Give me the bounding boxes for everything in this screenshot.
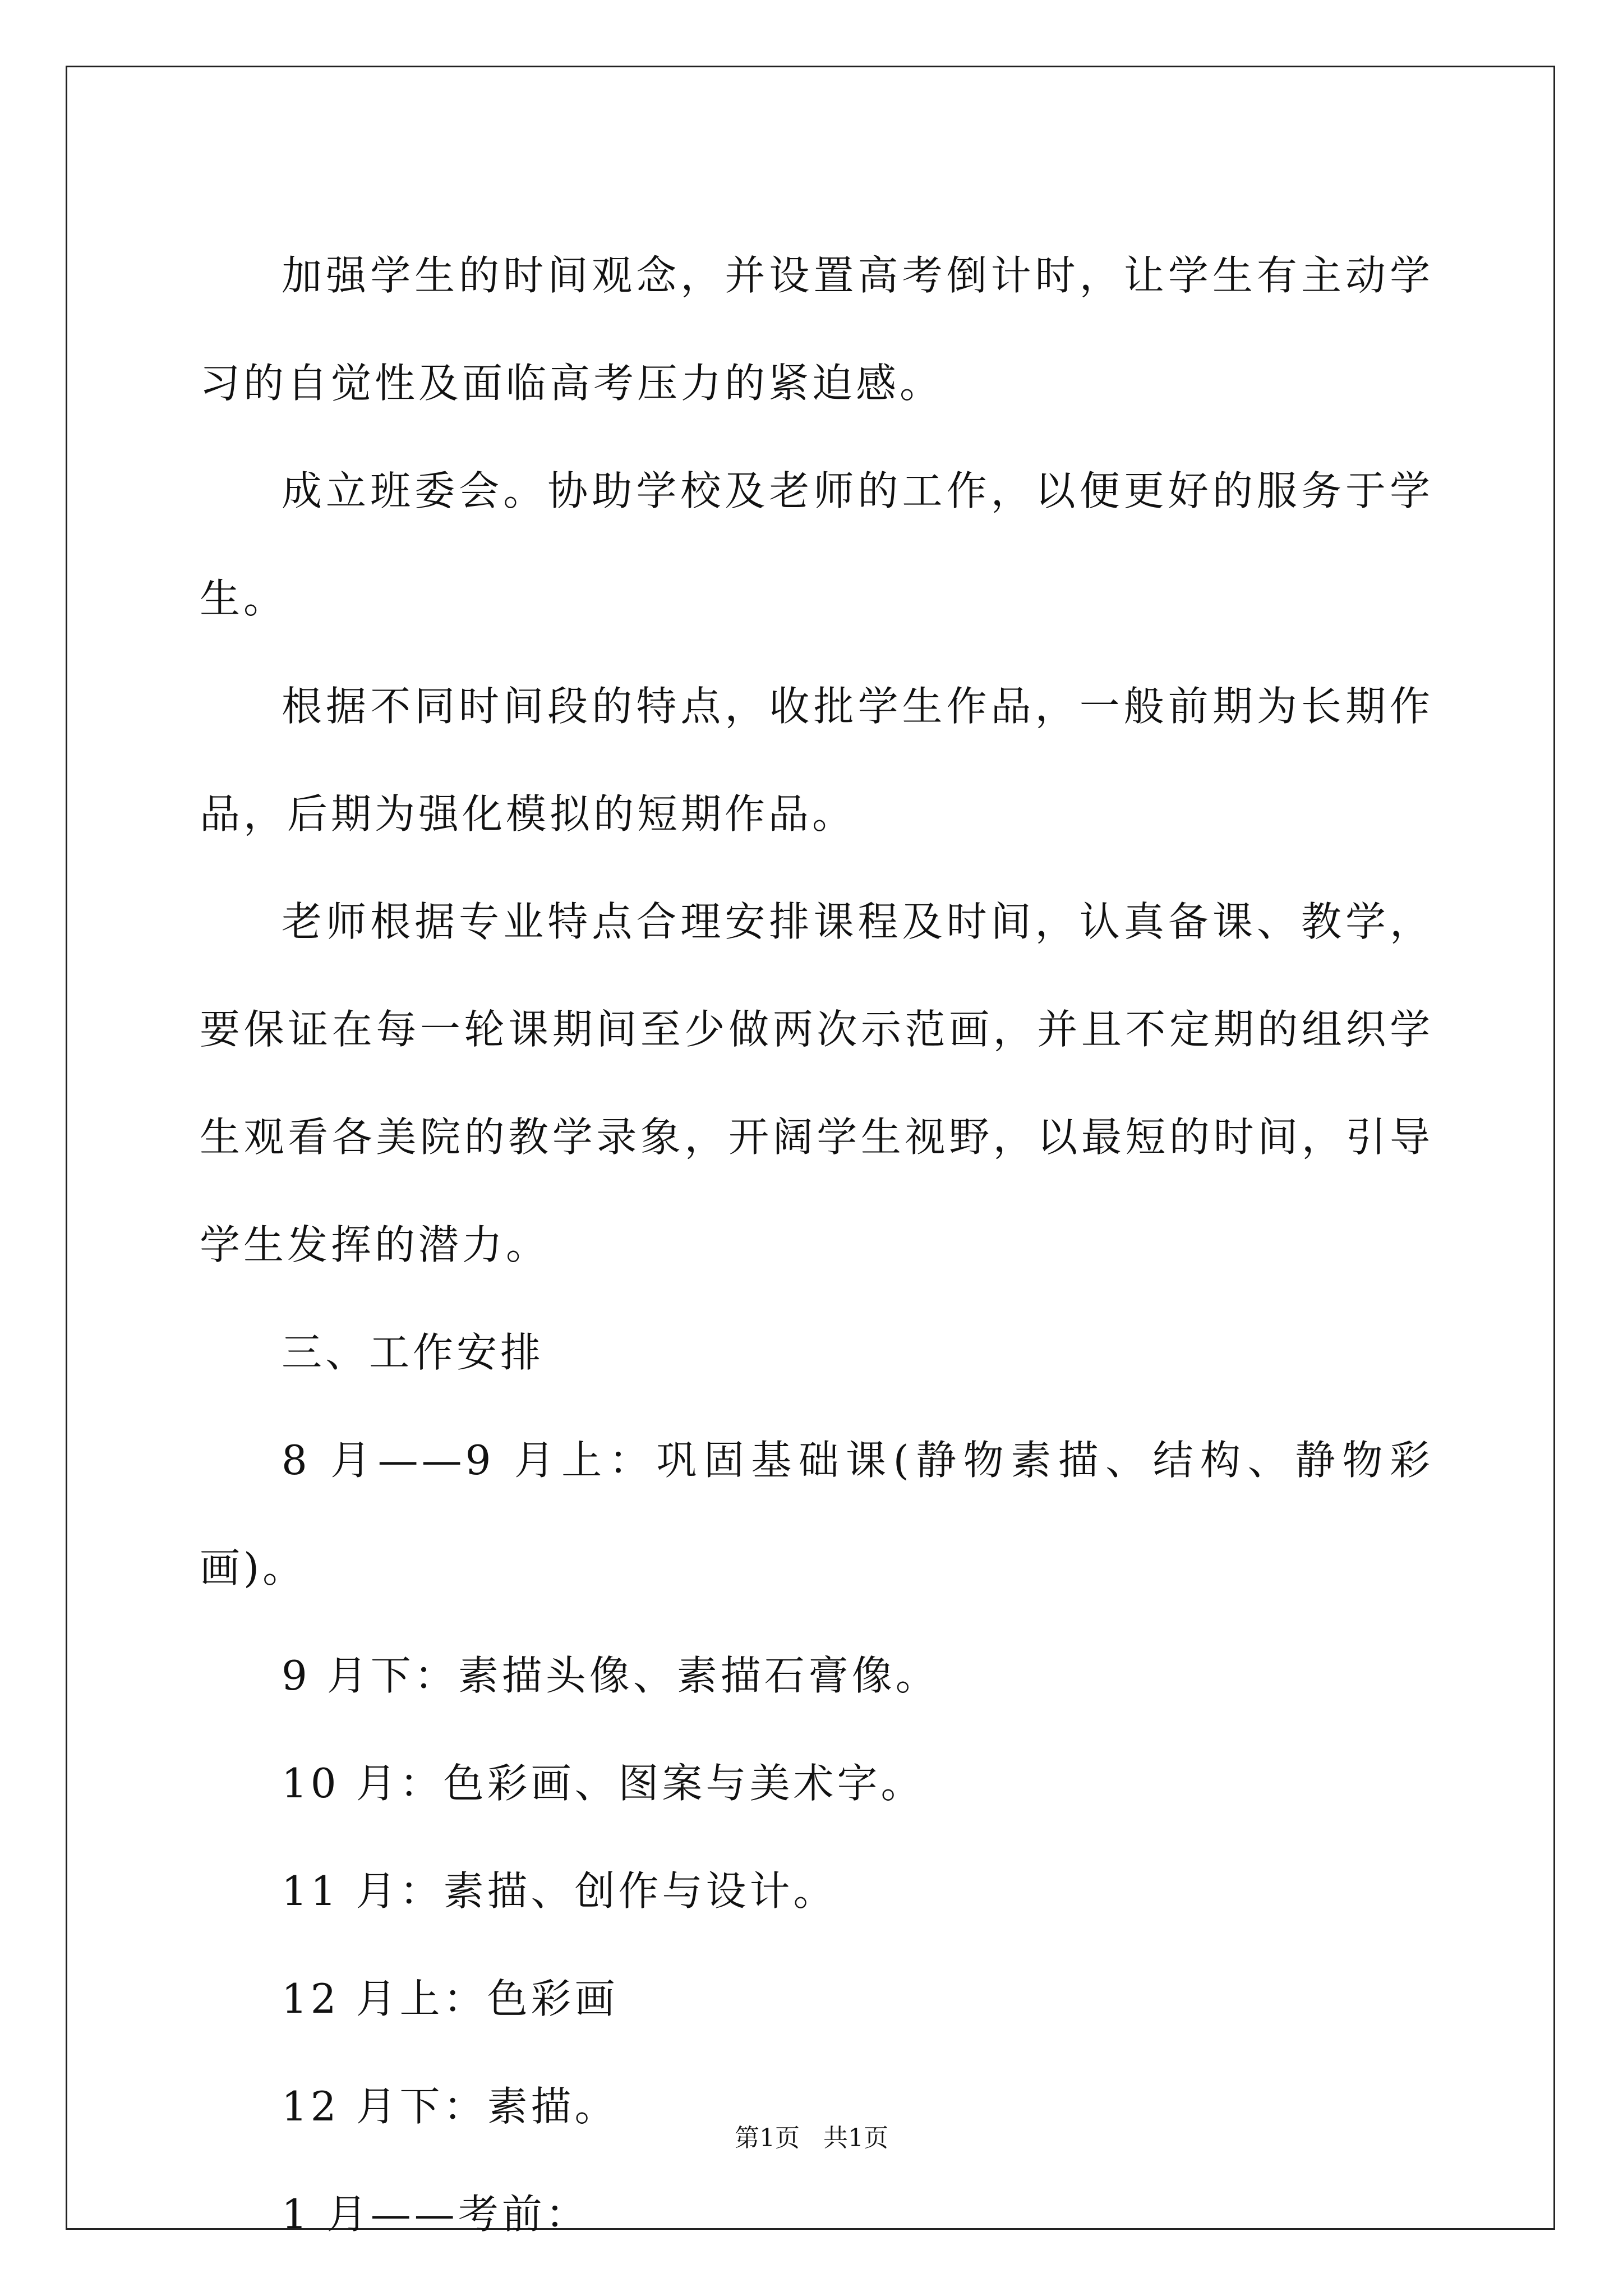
- schedule-item: 10 月：色彩画、图案与美术字。: [282, 1760, 925, 1807]
- paragraph: 成立班委会。协助学校及老师的工作，以便更好的服务于学生。: [200, 467, 1433, 622]
- paragraph: 老师根据专业特点合理安排课程及时间，认真备课、教学，要保证在每一轮课期间至少做两次示范画，并且不定期的组织学生观看各美院的教学录象，开阔学生视野，以最短的时间，引导学生发挥的潜力。: [200, 898, 1433, 1268]
- schedule-item: 1 月——考前：: [282, 2191, 589, 2238]
- schedule-item: 11 月：素描、创作与设计。: [282, 1867, 837, 1915]
- paragraph: 加强学生的时间观念，并设置高考倒计时，让学生有主动学习的自觉性及面临高考压力的紧迫感。: [200, 252, 1433, 407]
- schedule-item: 9 月下：素描头像、素描石膏像。: [282, 1652, 939, 1699]
- document-body: [200, 222, 1433, 2268]
- paragraph: 根据不同时间段的特点，收批学生作品，一般前期为长期作品，后期为强化模拟的短期作品。: [200, 683, 1433, 838]
- schedule-item: 12 月下：素描。: [282, 2083, 619, 2130]
- schedule-item: 12 月上：色彩画: [282, 1975, 619, 2022]
- schedule-item: 8 月——9 月上：巩固基础课(静物素描、结构、静物彩画)。: [200, 1437, 1433, 1591]
- page-footer: 第1页 共1页: [735, 2124, 888, 2152]
- section-heading: 三、工作安排: [282, 1329, 545, 1376]
